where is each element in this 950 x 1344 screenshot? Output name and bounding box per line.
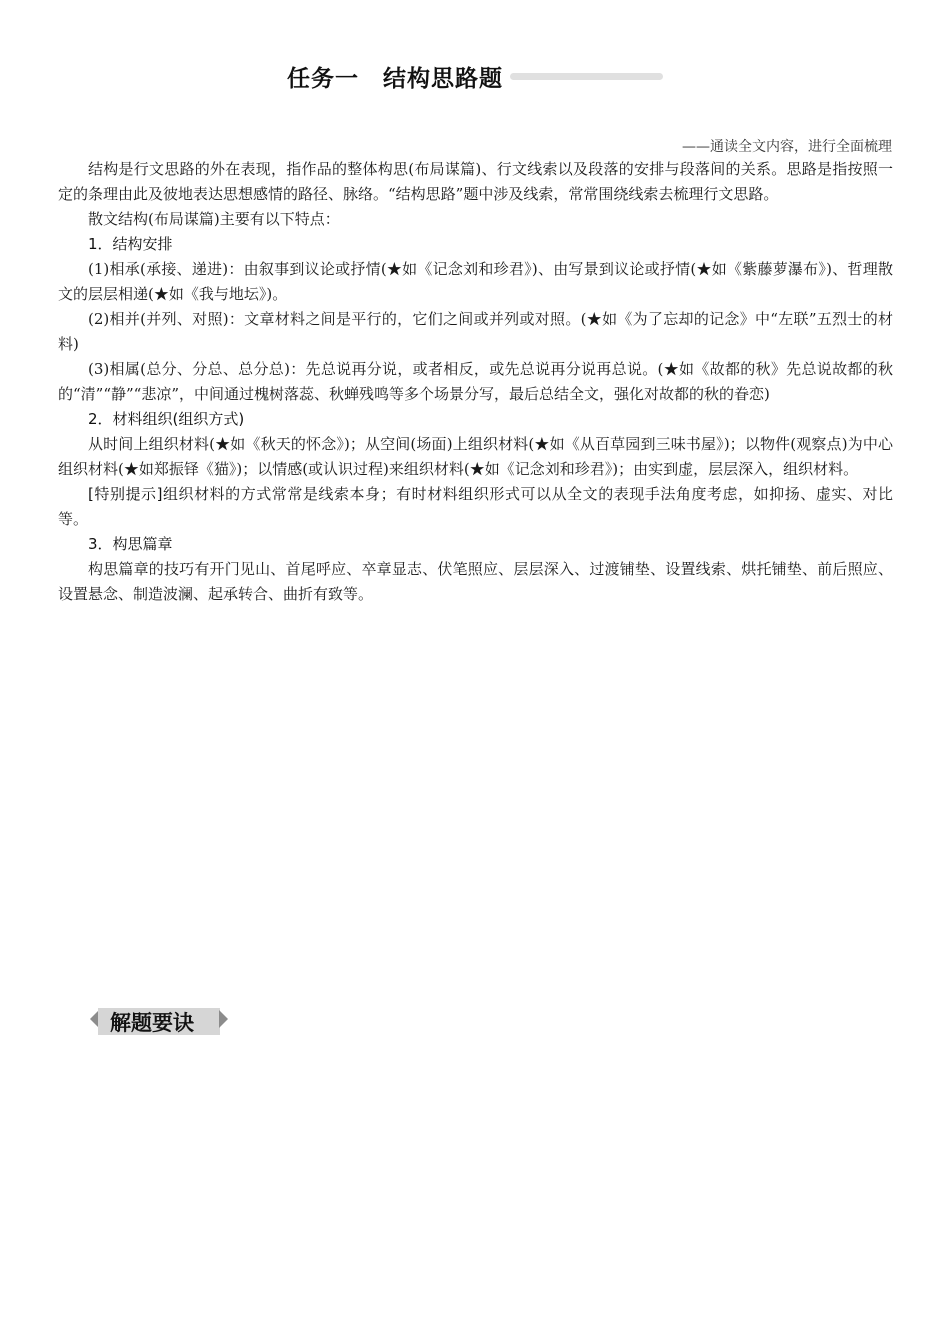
solution-tips-badge — [90, 1005, 228, 1037]
structure-item-3: (3)相属(总分、分总、总分总)：先总说再分说，或者相反，或先总说再分说再总说。(★如《故都的秋》先总说故都的秋的“清”“静”“悲凉”，中间通过槐树落蕊、秋蝉残鸣等多个场景分写，最后总结全文，强化对故都的秋的眷恋) — [58, 360, 893, 403]
intro-paragraph: 结构是行文思路的外在表现，指作品的整体构思(布局谋篇)、行文线索以及段落的安排与段落间的关系。思路是指按照一定的条理由此及彼地表达思想感情的路径、脉络。“结构思路”题中涉及线索，常常围绕线索去梳理行文思路。 — [58, 160, 893, 203]
composition-paragraph: 构思篇章的技巧有开门见山、首尾呼应、卒章显志、伏笔照应、层层深入、过渡铺垫、设置线索、烘托铺垫、前后照应、设置悬念、制造波澜、起承转合、曲折有致等。 — [58, 560, 893, 603]
structure-item-2: (2)相并(并列、对照)：文章材料之间是平行的，它们之间或并列或对照。(★如《为了忘却的记念》中“左联”五烈士的材料) — [58, 310, 893, 353]
special-note-label: [特别提示] — [88, 485, 163, 503]
badge-label: 解题要诀 — [110, 1011, 194, 1035]
title-block — [0, 58, 950, 98]
special-note — [58, 482, 893, 532]
features-paragraph: 散文结构(布局谋篇)主要有以下特点： — [88, 210, 340, 228]
title-decoration-bar — [510, 73, 663, 80]
page-title: 任务一 结构思路题 — [287, 66, 503, 92]
badge-right-arrow — [219, 1010, 228, 1028]
subtitle: ——通读全文内容，进行全面梳理 — [682, 139, 892, 155]
special-note-text: 组织材料的方式常常是线索本身；有时材料组织形式可以从全文的表现手法角度考虑，如抑扬、虚实、对比等。 — [58, 485, 893, 528]
section-heading-3: 3．构思篇章 — [88, 535, 173, 553]
structure-item-1: (1)相承(承接、递进)：由叙事到议论或抒情(★如《记念刘和珍君》)、由写景到议论或抒情(★如《紫藤萝瀑布》)、哲理散文的层层相递(★如《我与地坛》)。 — [58, 260, 893, 303]
section-heading-1: 1．结构安排 — [88, 235, 173, 253]
material-paragraph: 从时间上组织材料(★如《秋天的怀念》)；从空间(场面)上组织材料(★如《从百草园到三味书屋》)；以物件(观察点)为中心组织材料(★如郑振铎《猫》)；以情感(或认识过程)来组织材料(★如《记念刘和珍君》)；由实到虚，层层深入，组织材料。 — [58, 435, 893, 478]
body-content — [58, 157, 893, 607]
section-heading-2: 2．材料组织(组织方式) — [88, 410, 245, 428]
